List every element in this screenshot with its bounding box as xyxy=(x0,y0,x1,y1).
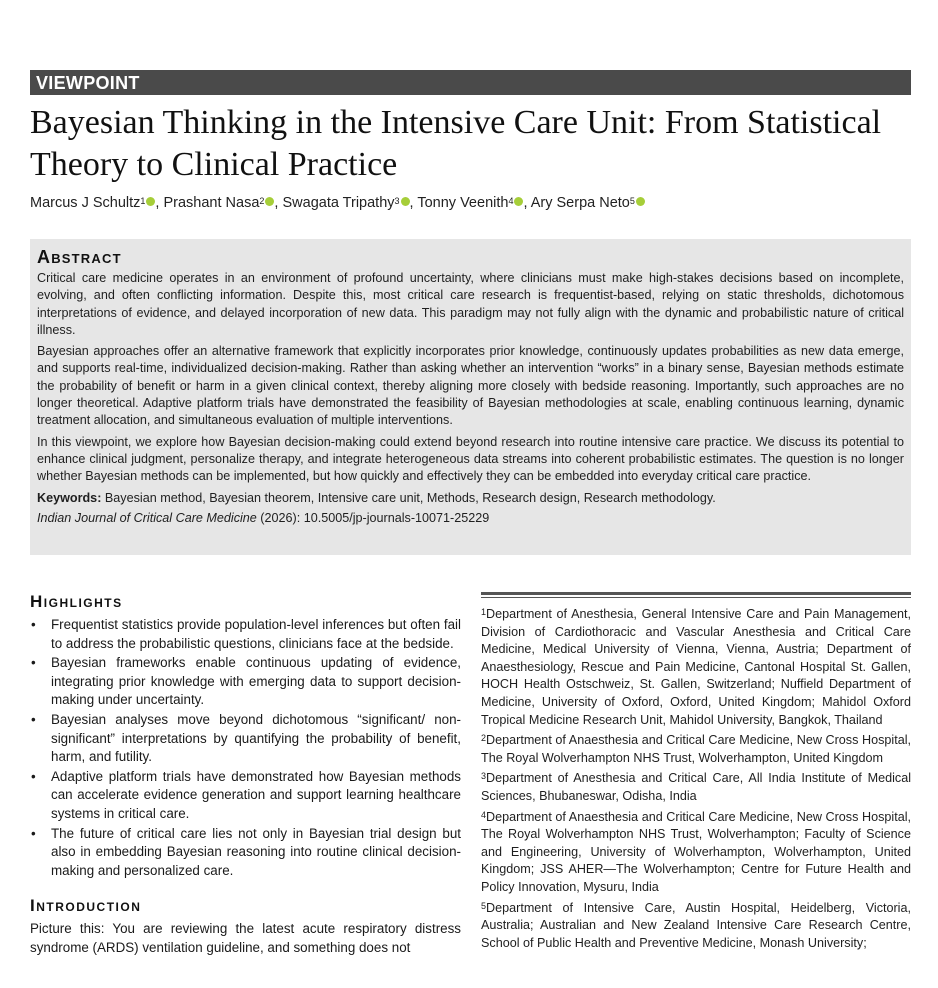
author-name[interactable]: Swagata Tripathy xyxy=(282,195,395,211)
doi-citation[interactable]: (2026): 10.5005/jp-journals-10071-25229 xyxy=(260,510,490,525)
orcid-icon[interactable] xyxy=(636,197,645,206)
affiliation-number: 2 xyxy=(481,733,487,744)
affiliation-text: Department of Anaesthesia and Critical Care Medicine, New Cross Hospital, The Royal Wolverhampton NHS Trust, Wolverhampton; Faculty of Science and Engineering, University of Wolverhampton, Wolverhampton, United Kingdom; JSS AHER—The Wolverhampton; Centre for Future Health and Policy Innovation, Mysuru, India xyxy=(481,809,911,894)
orcid-icon[interactable] xyxy=(514,197,523,206)
affiliations-divider xyxy=(481,597,911,598)
highlight-text: Adaptive platform trials have demonstrated how Bayesian methods can accelerate evidence generation and support learning healthcare systems in critical care. xyxy=(51,768,461,821)
affiliation-item xyxy=(481,732,911,767)
author-name[interactable]: Tonny Veenith xyxy=(417,195,509,211)
affiliation-item xyxy=(481,606,911,729)
author-name[interactable]: Ary Serpa Neto xyxy=(530,195,630,211)
abstract-paragraph: In this viewpoint, we explore how Bayesian decision-making could extend beyond research into routine intensive care practice. We discuss its potential to enhance clinical judgment, personalize therapy, and integrate heterogeneous data streams into coherent probabilistic estimates. The question is no longer whether Bayesian methods can be implemented, but how quickly and effectively they can be embedded into everyday critical care practice. xyxy=(37,434,904,484)
highlight-text: Bayesian frameworks enable continuous updating of evidence, integrating prior knowledge with emerging data to support decision-making under uncertainty. xyxy=(51,655,461,708)
list-item xyxy=(30,654,461,710)
author-affiliation-number: 1 xyxy=(140,196,146,206)
affiliation-number: 4 xyxy=(481,809,487,820)
list-item xyxy=(30,768,461,824)
introduction-heading: Introduction xyxy=(30,896,142,916)
orcid-icon[interactable] xyxy=(401,197,410,206)
introduction-paragraph: Picture this: You are reviewing the latest acute respiratory distress syndrome (ARDS) ventilation guideline, and something does not xyxy=(30,921,461,955)
article-title: Bayesian Thinking in the Intensive Care Unit: From Statistical Theory to Clinical Practice xyxy=(30,104,882,183)
affiliations-column xyxy=(481,592,911,955)
abstract-paragraph: Critical care medicine operates in an environment of profound uncertainty, where clinicians must make high-stakes decisions based on incomplete, evolving, and often conflicting information. Despite this, most critical care research is frequentist-based, relying on static thresholds, dichotomous interpretations of evidence, and delayed incorporation of new data. This paradigm may not fully align with the dynamic and probabilistic nature of critical illness. xyxy=(37,271,904,337)
highlights-list xyxy=(30,616,461,880)
highlight-text: Bayesian analyses move beyond dichotomous “significant/ non-significant” interpretations by quantifying the probability of benefit, harm, and futility. xyxy=(51,711,461,765)
orcid-icon[interactable] xyxy=(146,197,155,206)
list-item xyxy=(30,825,461,881)
bullet-marker: • xyxy=(31,711,36,727)
bullet-marker: • xyxy=(31,617,36,632)
author-affiliation-number: 3 xyxy=(394,196,400,206)
orcid-icon[interactable] xyxy=(265,197,274,206)
author-name[interactable]: Marcus J Schultz xyxy=(30,195,141,211)
affiliation-item xyxy=(481,900,911,953)
abstract-paragraph: Bayesian approaches offer an alternative framework that explicitly incorporates prior knowledge, continuously updates probabilities as new data emerge, and supports real-time, individualized decision-making. Rather than asking whether an intervention “works” in a binary sense, Bayesian methods estimate the probability of benefit or harm in a given clinical context, thereby aligning more closely with bedside reasoning. Importantly, such approaches are no longer theoretical. Adaptive platform trials have demonstrated the feasibility of Bayesian methodologies at scale, enabling continuous learning, dynamic treatment allocation, and simultaneous evaluation of multiple interventions. xyxy=(37,344,904,428)
author-name[interactable]: Prashant Nasa xyxy=(163,195,260,211)
bullet-marker: • xyxy=(31,655,36,671)
affiliation-text: Department of Anaesthesia and Critical Care Medicine, New Cross Hospital, The Royal Wolverhampton NHS Trust, Wolverhampton, United Kingdom xyxy=(481,733,911,765)
bullet-marker: • xyxy=(31,768,36,784)
list-item xyxy=(30,616,461,653)
affiliation-number: 1 xyxy=(481,607,487,617)
highlights-heading: Highlights xyxy=(30,592,123,611)
affiliation-text: Department of Anesthesia and Critical Care, All India Institute of Medical Sciences, Bhubaneswar, Odisha, India xyxy=(481,771,911,803)
journal-name: Indian Journal of Critical Care Medicine xyxy=(37,510,257,525)
affiliation-text: Department of Intensive Care, Austin Hospital, Heidelberg, Victoria, Australia; Australian and New Zealand Intensive Care Research Centre, School of Public Health and Preventive Medicine, Monash University; xyxy=(481,900,911,950)
author-affiliation-number: 2 xyxy=(259,196,265,206)
author-affiliation-number: 4 xyxy=(508,196,514,206)
keywords-label: Keywords: xyxy=(37,490,102,505)
affiliation-text: Department of Anesthesia, General Intensive Care and Pain Management, Division of Cardiothoracic and Vascular Anesthesia and Critical Care Medicine, Medical University of Vienna, Vienna, Austria; Department of Anaesthesiology, Rescue and Pain Medicine, Cantonal Hospital St. Gallen, HOCH Health Ostschweiz, St. Gallen, Switzerland; Nuffield Department of Medicine, University of Oxford, Oxford, United Kingdom; Mahidol Oxford Tropical Medicine Research Unit, Mahidol University, Bangkok, Thailand xyxy=(481,607,911,727)
highlight-text: The future of critical care lies not only in Bayesian trial design but also in embedding Bayesian reasoning into routine clinical decision-making and personalized care. xyxy=(51,825,461,878)
keywords-text: Bayesian method, Bayesian theorem, Intensive care unit, Methods, Research design, Research methodology. xyxy=(104,490,716,505)
abstract-heading: Abstract xyxy=(37,247,122,267)
affiliation-item xyxy=(481,809,911,897)
bullet-marker: • xyxy=(31,825,36,841)
citation-line xyxy=(37,510,904,527)
list-item xyxy=(30,711,461,767)
author-affiliation-number: 5 xyxy=(629,196,635,206)
highlight-text: Frequentist statistics provide population-level inferences but often fail to address the probabilistic questions, clinicians face at the bedside. xyxy=(51,617,461,651)
affiliation-number: 5 xyxy=(481,900,487,911)
keywords-line xyxy=(37,490,904,507)
left-column xyxy=(30,592,461,958)
affiliation-item xyxy=(481,770,911,805)
article-type-banner: VIEWPOINT xyxy=(30,70,911,95)
affiliation-number: 3 xyxy=(481,771,487,782)
abstract-box xyxy=(30,239,911,555)
author-list: Marcus J Schultz$^1$ , Prashant Nasa$^2$ , Swagata Tripathy$^3$ , Tonny Veenith$^4$ , Ary Serpa Neto$^5$ xyxy=(30,195,910,211)
